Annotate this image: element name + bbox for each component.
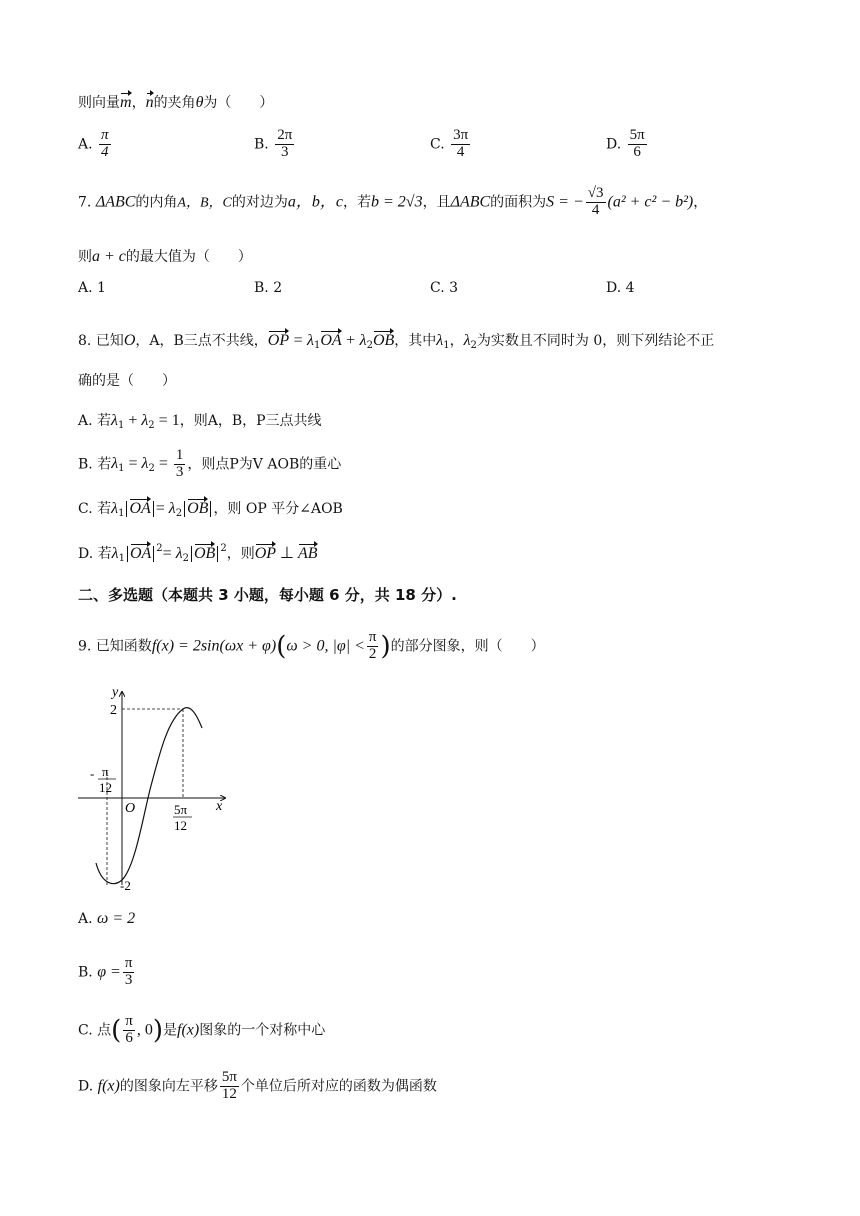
q7-option-a [78, 280, 106, 296]
q8-text: 若 [97, 501, 112, 517]
fraction [220, 1070, 239, 1103]
x-neg-den: 12 [99, 780, 112, 795]
option-label: A. [78, 136, 93, 153]
triangle-symbol: ΔABC [450, 193, 491, 211]
vector-m: m [120, 94, 132, 111]
q8-text: ，其中 [394, 333, 437, 349]
area-rhs: (a² + c² − b²) [607, 193, 694, 211]
denominator: 3 [280, 143, 289, 160]
option-label: C. [78, 1022, 93, 1039]
q7-text: 的面积为 [490, 194, 547, 211]
q7-text: 的对边为 [231, 194, 288, 211]
vector-n: n [145, 94, 154, 111]
option-label: D. [606, 280, 622, 296]
denominator: 2 [368, 645, 377, 662]
q9-condition: ω > 0, |φ| < [286, 637, 365, 655]
q7-angles: A，B，C [177, 195, 232, 211]
q8-d-conclusion: OP ⊥ AB [254, 545, 318, 562]
q7-stem [78, 186, 707, 219]
q8-text: ，则点P为V AOB的重心 [187, 456, 342, 473]
lambda-2: $\lambda_2$ [463, 332, 477, 351]
q7-stem-2 [78, 246, 252, 266]
q9-function: f(x) = 2sin(ωx + φ) [151, 637, 277, 655]
q9-text: 已知函数 [95, 638, 152, 655]
option-label: B. [254, 280, 269, 296]
sine-graph [70, 680, 240, 895]
q9-stem: 9. 已知函数f(x) = 2sin(ωx + φ)(ω > 0, |φ| < $\frac{\pi}{2}$ )的部分图象，则（ ） [78, 629, 545, 662]
option-value: 3 [449, 280, 459, 296]
q8-text: 若 [97, 413, 112, 429]
q6-option-b [254, 128, 296, 161]
x-neg-num: π [102, 764, 109, 779]
fraction [586, 186, 606, 219]
q8-b-condition: $\lambda_1 = \lambda_2$ = $\frac{1}{3}$ [111, 447, 184, 480]
option-label: D. [78, 546, 94, 562]
q9-a-expr: ω = 2 [97, 910, 136, 927]
theta-symbol: θ [195, 94, 204, 111]
triangle-symbol: ΔABC [95, 193, 136, 211]
q6-text-a: 则向量 [78, 95, 120, 111]
q8-text: 若 [97, 456, 112, 473]
numerator: 5π [629, 127, 645, 143]
q9-option-a [78, 910, 135, 928]
q8-d-condition: $\lambda_1$ OA $^2= \lambda_2$ OB $^2$ [111, 543, 227, 564]
q8-stem-2 [78, 370, 176, 390]
q6-option-d [606, 128, 649, 161]
numerator: π [124, 955, 133, 971]
option-label: C. [430, 280, 445, 296]
q9-text: 点 [97, 1022, 112, 1039]
q7-sides: a，b，c [287, 193, 343, 211]
option-label: D. [78, 1078, 94, 1095]
x-pos-num: 5π [174, 802, 188, 817]
denominator: 4 [101, 143, 109, 160]
q7-text: ，且 [422, 194, 451, 211]
denominator: 3 [124, 971, 133, 988]
question-number: 7. [78, 194, 92, 211]
y-min-label: -2 [120, 878, 131, 893]
q6-text-c: 为（ ） [203, 95, 274, 111]
q9-function: f(x) [97, 1077, 120, 1095]
numerator: 3π [453, 127, 469, 143]
numerator: √3 [587, 185, 604, 201]
option-value: 4 [625, 280, 635, 296]
numerator: π [101, 127, 109, 143]
fraction [367, 630, 379, 663]
y-max-label: 2 [110, 703, 117, 718]
option-label: A. [78, 911, 93, 927]
x-neg-sign: - [90, 766, 95, 781]
q7-text: ， [693, 194, 708, 211]
q9-b-expr: φ = [97, 963, 121, 981]
origin-label: O [125, 801, 136, 816]
q9-text: 的部分图象，则（ ） [390, 638, 545, 655]
sine-curve [96, 708, 202, 884]
x-axis-label: x [216, 799, 223, 814]
q9-option-c: C. 点( $\frac{\pi}{6}$ , 0)是f(x)图象的一个对称中心 [78, 1013, 326, 1046]
q9-text: 的图象向左平移 [119, 1078, 218, 1095]
q8-text: 为实数且不同时为 0，则下列结论不正 [476, 333, 715, 349]
option-label: D. [606, 136, 622, 153]
denominator: 12 [221, 1085, 237, 1102]
option-value: 1 [97, 280, 106, 296]
lambda-1: $\lambda_1$ [436, 332, 450, 351]
q9-text: 图象的一个对称中心 [199, 1022, 326, 1039]
q9-function: f(x) [177, 1021, 200, 1039]
y-axis-label: y [112, 685, 119, 700]
numerator: π [125, 1013, 133, 1029]
area-lhs: S = − [546, 193, 584, 211]
option-label: A. [78, 280, 93, 296]
q8-option-c [78, 498, 343, 519]
q7-text: ，若 [342, 194, 371, 211]
q7-expr: a + c [92, 248, 126, 265]
q8-a-condition: $\lambda_1 + \lambda_2 = 1$ [111, 412, 180, 431]
denominator: 6 [633, 143, 641, 160]
q6-sep: ， [131, 95, 146, 111]
q9-text: 个单位后所对应的函数为偶函数 [240, 1078, 437, 1095]
x-pos-den: 12 [174, 818, 187, 833]
q8-c-condition: $\lambda_1$ OA = $\lambda_2$ OB [111, 501, 213, 517]
option-label: A. [78, 413, 93, 429]
q8-text: ，则A，B，P三点共线 [179, 413, 322, 429]
q7-option-c [430, 280, 458, 296]
q9-option-b [78, 956, 136, 989]
q9-option-d [78, 1070, 437, 1103]
q7-text: 的内角 [135, 194, 178, 211]
point-o: O [123, 332, 136, 349]
fraction [628, 128, 647, 161]
q7-option-b [254, 280, 282, 296]
q8-stem [78, 330, 714, 351]
question-number: 8. [78, 333, 92, 349]
numerator: 5π [221, 1069, 237, 1085]
q8-text: 确的是（ ） [78, 373, 176, 389]
question-number: 9. [78, 638, 92, 655]
option-label: C. [430, 136, 445, 153]
numerator: 2π [277, 127, 293, 143]
option-label: C. [78, 501, 93, 517]
q8-text: 已知 [95, 333, 124, 349]
q9-c-coord: , 0 [136, 1021, 153, 1039]
q6-option-c [430, 128, 472, 161]
q8-text: 若 [97, 546, 112, 562]
q8-text: ，A，B三点不共线， [135, 333, 268, 349]
vector-equation: OP = $\lambda_1OA + \lambda_2OB$ [267, 332, 395, 351]
q7-text: 则 [78, 249, 92, 265]
q6-stem [78, 92, 273, 112]
option-label: B. [78, 456, 93, 473]
q7-condition: b = 2√3 [370, 193, 423, 211]
q6-option-a [78, 128, 113, 161]
option-value: 2 [273, 280, 283, 296]
q8-text: ，则 [226, 546, 255, 562]
numerator: π [368, 629, 377, 645]
fraction [451, 128, 470, 161]
fraction [123, 1014, 135, 1047]
fraction [99, 128, 111, 161]
q8-text: ， [449, 333, 464, 349]
q8-option-a [78, 410, 322, 431]
q7-option-d [606, 280, 635, 296]
q8-text: ，则 OP 平分∠AOB [213, 501, 343, 517]
q6-text-b: 的夹角 [153, 95, 196, 111]
section-heading: 二、多选题（本题共 3 小题，每小题 6 分，共 18 分）. [78, 586, 457, 604]
q7-text: 的最大值为（ ） [125, 249, 252, 265]
option-label: B. [78, 964, 93, 981]
option-label: B. [254, 136, 269, 153]
q9-text: 是 [163, 1022, 178, 1039]
fraction [275, 128, 294, 161]
denominator: 6 [125, 1029, 133, 1046]
denominator: 4 [591, 201, 600, 218]
denominator: 4 [456, 143, 465, 160]
fraction [123, 956, 135, 989]
q8-option-d [78, 543, 318, 564]
q8-option-b [78, 448, 341, 481]
